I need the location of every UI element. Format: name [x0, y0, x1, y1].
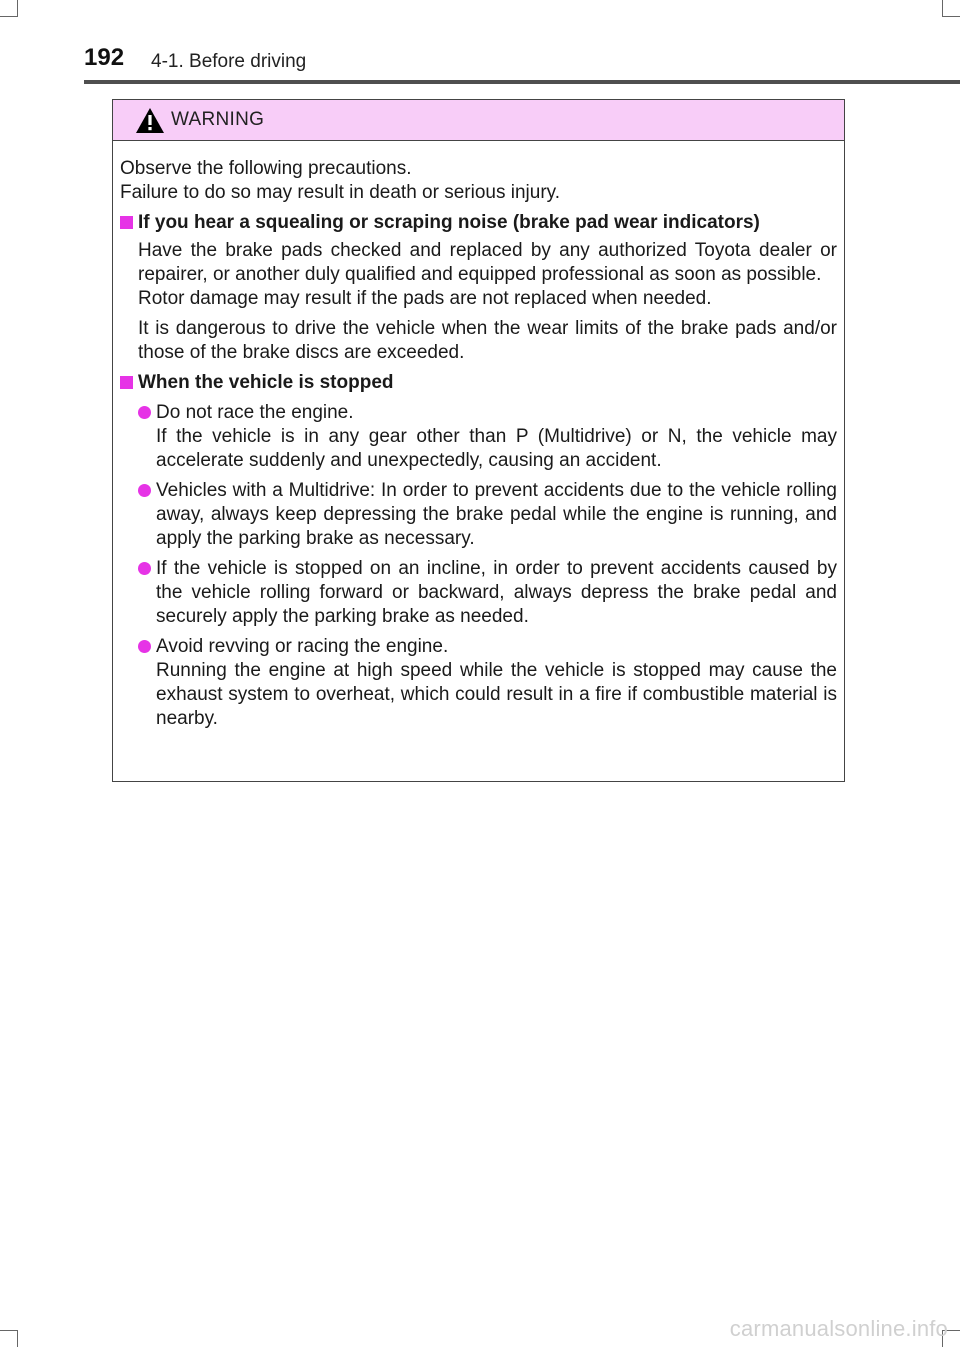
- crop-mark: [942, 0, 943, 17]
- list-item: [120, 635, 837, 731]
- circle-bullet-icon: [138, 406, 151, 419]
- list-item-line: Vehicles with a Multidrive: In order to prevent accidents due to the vehicle rolling away, always keep depressing the brake pedal while the engine is running, and apply the parking brake as necessary.: [156, 480, 837, 549]
- crop-mark: [17, 1330, 18, 1347]
- warning-label: WARNING: [171, 109, 265, 130]
- intro-line: Observe the following precautions.: [120, 158, 412, 179]
- circle-bullet-icon: [138, 640, 151, 653]
- list-item-line: Avoid revving or racing the engine.: [156, 636, 449, 657]
- warning-intro: [120, 157, 837, 205]
- intro-line: Failure to do so may result in death or serious injury.: [120, 182, 561, 203]
- paragraph: [138, 317, 837, 365]
- list-item-line: If the vehicle is in any gear other than P (Multidrive) or N, the vehicle may accelerate suddenly and unexpectedly, causing an accident.: [156, 426, 837, 471]
- crop-mark: [17, 0, 18, 17]
- section-title: 4-1. Before driving: [151, 51, 307, 72]
- page-number: 192: [84, 44, 125, 71]
- square-bullet-icon: [120, 376, 133, 389]
- list-item: [120, 401, 837, 473]
- warning-triangle-icon: [135, 107, 165, 134]
- circle-bullet-icon: [138, 562, 151, 575]
- list-item: [120, 479, 837, 551]
- circle-bullet-icon: [138, 484, 151, 497]
- page-header: [0, 40, 960, 88]
- section-heading-text: If you hear a squealing or scraping noise (brake pad wear indicators): [138, 212, 760, 233]
- paragraph-line: It is dangerous to drive the vehicle when the wear limits of the brake pads and/or those of the brake discs are exceeded.: [138, 318, 837, 363]
- paragraph-line: Rotor damage may result if the pads are not replaced when needed.: [138, 288, 712, 309]
- list-item-line: Do not race the engine.: [156, 402, 354, 423]
- list-item: [120, 557, 837, 629]
- crop-mark: [942, 16, 960, 17]
- square-bullet-icon: [120, 216, 133, 229]
- section-heading-text: When the vehicle is stopped: [138, 372, 394, 393]
- paragraph: [138, 239, 837, 311]
- warning-box: [112, 99, 845, 782]
- list-item-line: If the vehicle is stopped on an incline, in order to prevent accidents caused by the vehicle rolling forward or backward, always depress the brake pedal and securely apply the parking brake as needed.: [156, 558, 837, 627]
- watermark: carmanualsonline.info: [729, 1316, 948, 1341]
- warning-body: [113, 141, 844, 731]
- paragraph-line: Have the brake pads checked and replaced by any authorized Toyota dealer or repairer, or another duly qualified and equipped professional as soon as possible.: [138, 240, 837, 285]
- section-heading: [120, 371, 837, 395]
- crop-mark: [0, 16, 18, 17]
- section-heading: [120, 211, 837, 235]
- list-item-line: Running the engine at high speed while the vehicle is stopped may cause the exhaust system to overheat, which could result in a fire if combustible material is nearby.: [156, 660, 837, 729]
- warning-header: [113, 100, 844, 141]
- header-rule: [84, 80, 960, 84]
- crop-mark: [0, 1330, 18, 1331]
